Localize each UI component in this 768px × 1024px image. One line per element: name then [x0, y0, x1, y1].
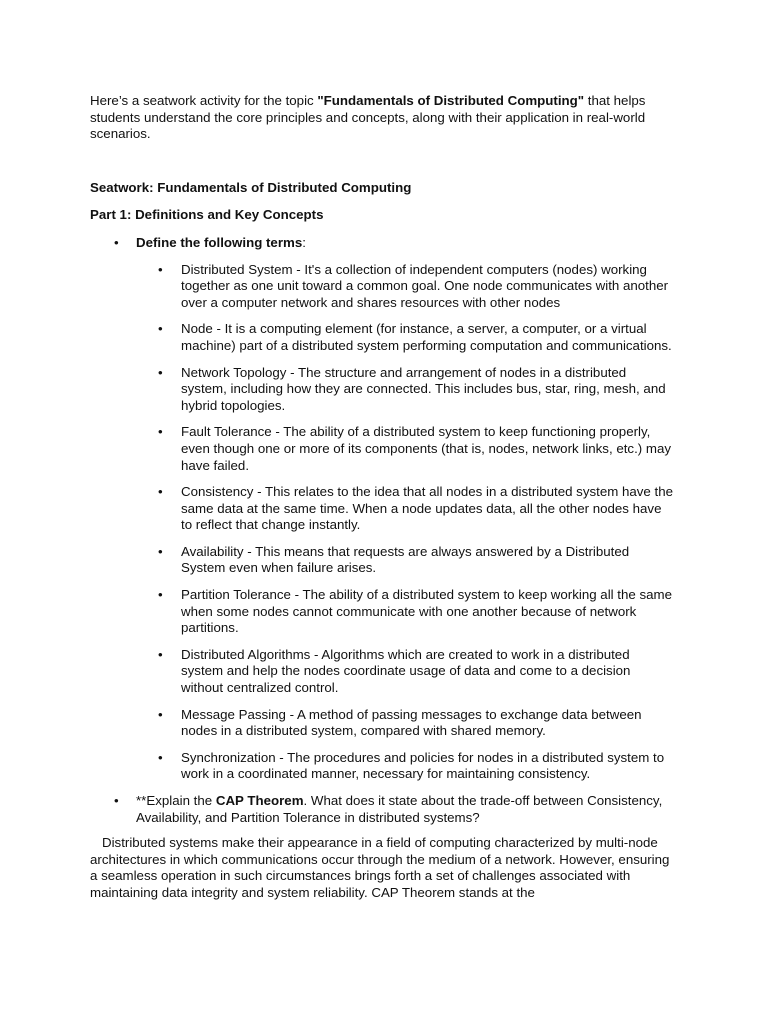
define-terms-label: Define the following terms [136, 234, 303, 250]
bullet: • [158, 321, 163, 337]
bullet: • [114, 234, 119, 250]
term-partition-tolerance [136, 587, 673, 637]
term-consistency [136, 484, 673, 534]
intro-lead: Here’s a seatwork activity for the topic [90, 93, 318, 108]
cap-rest: . What does it state about the trade-off between Consistency, Availability, and Partition Tolerance in distributed systems? [136, 793, 663, 825]
term-synchronization [136, 750, 673, 783]
term-text: Distributed Algorithms - Algorithms which are created to work in a distributed system and help the nodes coordinate usage of data and come to a decision without centralized control. [181, 646, 631, 696]
term-text: Synchronization - The procedures and policies for nodes in a distributed system to work in a coordinated manner, necessary for maintaining consistency. [181, 749, 665, 782]
cap-prefix: **Explain the [136, 793, 216, 808]
bullet: • [158, 587, 163, 603]
seatwork-title: Seatwork: Fundamentals of Distributed Computing [90, 179, 412, 195]
intro-rest: that helps students understand the core principles and concepts, along with their application in real-world scenarios. [90, 93, 646, 142]
cap-theorem-question [136, 793, 678, 826]
term-text: Availability - This means that requests are always answered by a Distributed System even when failure arises. [181, 543, 630, 576]
intro-paragraph [90, 93, 678, 143]
terms-list [136, 262, 678, 783]
term-text: Consistency - This relates to the idea that all nodes in a distributed system have the same data at the same time. When a node updates data, all the other nodes have to reflect that change instantly. [181, 484, 674, 533]
term-distributed-algorithms [136, 647, 673, 697]
bullet: • [158, 261, 163, 277]
cap-theorem-item [90, 793, 678, 826]
term-text: Network Topology - The structure and arrangement of nodes in a distributed system, including how they are connected. This includes bus, star, ring, mesh, and hybrid topologies. [181, 364, 666, 413]
term-availability [136, 544, 673, 577]
term-text: Node - It is a computing element (for instance, a server, a computer, or a virtual machine) part of a distributed system performing computation and communications. [181, 321, 672, 353]
cap-bold: CAP Theorem [215, 793, 304, 808]
term-distributed-system [136, 262, 673, 312]
bullet: • [158, 749, 163, 765]
bullet: • [158, 424, 163, 440]
bullet: • [158, 543, 163, 559]
define-terms-label-line [136, 235, 678, 252]
term-text: Partition Tolerance - The ability of a distributed system to keep working all the same when some nodes cannot communicate with one another because of network partitions. [181, 587, 672, 636]
define-terms-colon: : [302, 234, 306, 250]
bullet: • [114, 793, 119, 808]
term-message-passing [136, 707, 673, 740]
bullet: • [158, 706, 163, 722]
term-network-topology [136, 365, 673, 415]
term-node [136, 321, 673, 354]
part1-title: Part 1: Definitions and Key Concepts [90, 207, 324, 223]
define-terms-item [90, 235, 678, 783]
bullet: • [158, 364, 163, 380]
term-text: Message Passing - A method of passing messages to exchange data between nodes in a distributed system, compared with shared memory. [181, 706, 642, 739]
term-text: Fault Tolerance - The ability of a distributed system to keep functioning properly, even though one or more of its components (that is, nodes, network links, etc.) may have failed. [181, 424, 672, 473]
term-text: Distributed System - It's a collection of independent computers (nodes) working together as one unit toward a common goal. One node communicates with another over a computer network and shares resources with other nodes [181, 261, 669, 310]
intro-topic: "Fundamentals of Distributed Computing" [317, 93, 585, 108]
bullet: • [158, 646, 163, 662]
bullet: • [158, 484, 163, 500]
body-paragraph: Distributed systems make their appearance in a field of computing characterized by multi-node architectures in which communications occur through the medium of a network. However, ensuring a seamless operation in such circumstances brings forth a set of challenges associated with maintaining data integrity and system reliability. CAP Theorem stands at the [90, 835, 670, 900]
term-fault-tolerance [136, 424, 673, 474]
